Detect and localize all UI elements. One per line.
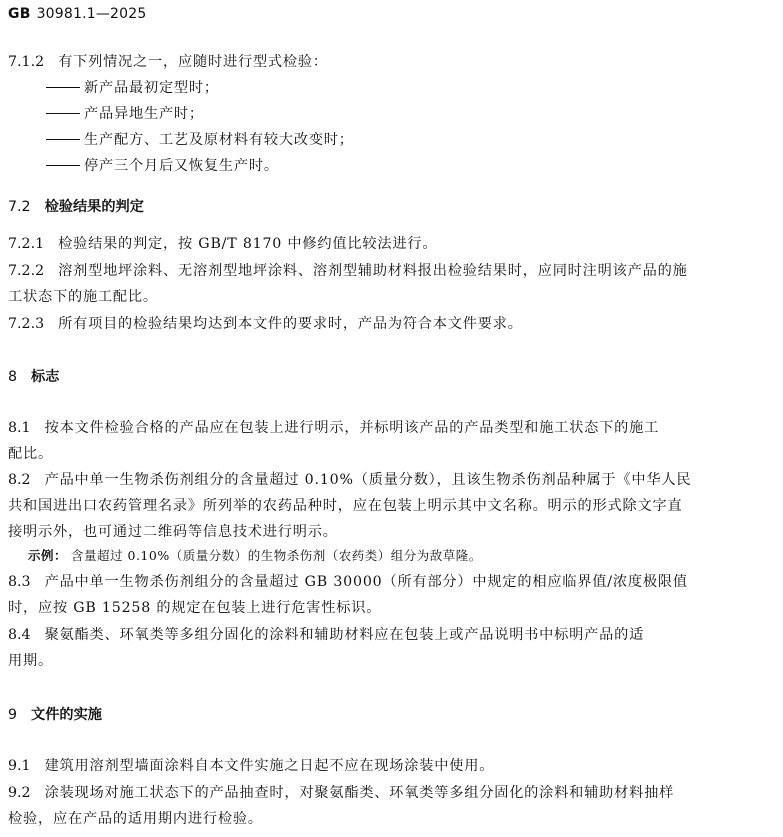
list-item (46, 75, 219, 101)
list-item (46, 101, 204, 127)
clause-text: 所有项目的检验结果均达到本文件的要求时，产品为符合本文件要求。 (58, 316, 523, 332)
clause-number: 7.2.3 (8, 316, 45, 332)
clause-9-2 (8, 780, 780, 806)
section-heading-7-2 (8, 194, 144, 220)
section-heading-8 (8, 364, 59, 390)
clause-text: 检验结果的判定，按 GB/T 8170 中修约值比较法进行。 (58, 236, 438, 252)
clause-text-line: 按本文件检验合格的产品应在包装上进行明示，并标明该产品的产品类型和施工状态下的施工 (44, 420, 660, 436)
example-note (28, 546, 482, 566)
clause-text-line: 检验，应在产品的适用期内进行检验。 (8, 811, 263, 827)
page-header (8, 6, 147, 22)
clause-text-line: 涂装现场对施工状态下的产品抽查时，对聚氨酯类、环氧类等多组分固化的涂料和辅助材料抽样 (44, 785, 675, 801)
clause-7-2-2-cont (8, 284, 780, 310)
section-number: 7.2 (8, 199, 31, 215)
dash-mark (46, 139, 80, 140)
list-item-text: 停产三个月后又恢复生产时。 (84, 158, 279, 174)
dash-mark (46, 87, 80, 88)
section-number: 8 (8, 369, 18, 385)
clause-number: 9.1 (8, 758, 31, 774)
clause-7-1-2 (8, 49, 780, 75)
clause-text: 建筑用溶剂型墙面涂料自本文件实施之日起不应在现场涂装中使用。 (44, 758, 495, 774)
clause-9-1 (8, 753, 780, 779)
list-item-text: 新产品最初定型时； (84, 80, 219, 96)
clause-text-line: 配比。 (8, 446, 53, 462)
clause-7-2-2 (8, 258, 780, 284)
clause-number: 7.2.2 (8, 263, 45, 279)
standard-number: 30981.1—2025 (36, 6, 147, 22)
clause-8-1-cont (8, 441, 780, 467)
example-label: 示例： (28, 548, 68, 563)
clause-8-1 (8, 415, 780, 441)
clause-text-line: 接明示外，也可通过二维码等信息技术进行明示。 (8, 524, 338, 540)
clause-7-2-1 (8, 231, 780, 257)
clause-8-4-cont (8, 648, 780, 674)
clause-text-line: 时，应按 GB 15258 的规定在包装上进行危害性标识。 (8, 600, 382, 616)
clause-text: 有下列情况之一，应随时进行型式检验： (58, 54, 328, 70)
clause-number: 8.1 (8, 420, 31, 436)
clause-8-4 (8, 622, 780, 648)
dash-mark (46, 113, 80, 114)
clause-number: 7.1.2 (8, 54, 45, 70)
clause-text-line: 溶剂型地坪涂料、无溶剂型地坪涂料、溶剂型辅助材料报出检验结果时，应同时注明该产品的施 (58, 263, 688, 279)
clause-text-line: 聚氨酯类、环氧类等多组分固化的涂料和辅助材料应在包装上或产品说明书中标明产品的适 (44, 627, 645, 643)
clause-text-line: 产品中单一生物杀伤剂组分的含量超过 GB 30000（所有部分）中规定的相应临界值/浓度极限值 (44, 574, 688, 590)
dash-mark (46, 165, 80, 166)
clause-number: 7.2.1 (8, 236, 45, 252)
clause-text-line: 产品中单一生物杀伤剂组分的含量超过 0.10%（质量分数），且该生物杀伤剂品种属于《中华人民 (44, 472, 692, 488)
standard-prefix: GB (8, 6, 31, 22)
clause-8-3 (8, 569, 780, 595)
clause-number: 8.3 (8, 574, 31, 590)
clause-text-line: 共和国进出口农药管理名录》所列举的农药品种时，应在包装上明示其中文名称。明示的形式除文字直 (8, 498, 683, 514)
clause-number: 9.2 (8, 785, 31, 801)
list-item-text: 产品异地生产时； (84, 106, 204, 122)
section-title: 检验结果的判定 (44, 199, 144, 215)
clause-8-2 (8, 467, 780, 493)
example-text: 含量超过 0.10%（质量分数）的生物杀伤剂（农药类）组分为敌草隆。 (71, 548, 482, 563)
clause-text-line: 用期。 (8, 653, 53, 669)
clause-text-line: 工状态下的施工配比。 (8, 289, 158, 305)
clause-9-2-cont (8, 806, 780, 832)
clause-8-2-cont (8, 519, 780, 545)
clause-8-2-cont (8, 493, 780, 519)
section-number: 9 (8, 707, 18, 723)
clause-7-2-3 (8, 311, 780, 337)
clause-number: 8.2 (8, 472, 31, 488)
section-title: 文件的实施 (31, 707, 102, 723)
list-item-text: 生产配方、工艺及原材料有较大改变时； (84, 132, 354, 148)
list-item (46, 127, 354, 153)
section-title: 标志 (31, 369, 60, 385)
list-item (46, 153, 279, 179)
section-heading-9 (8, 702, 102, 728)
clause-number: 8.4 (8, 627, 31, 643)
clause-8-3-cont (8, 595, 780, 621)
